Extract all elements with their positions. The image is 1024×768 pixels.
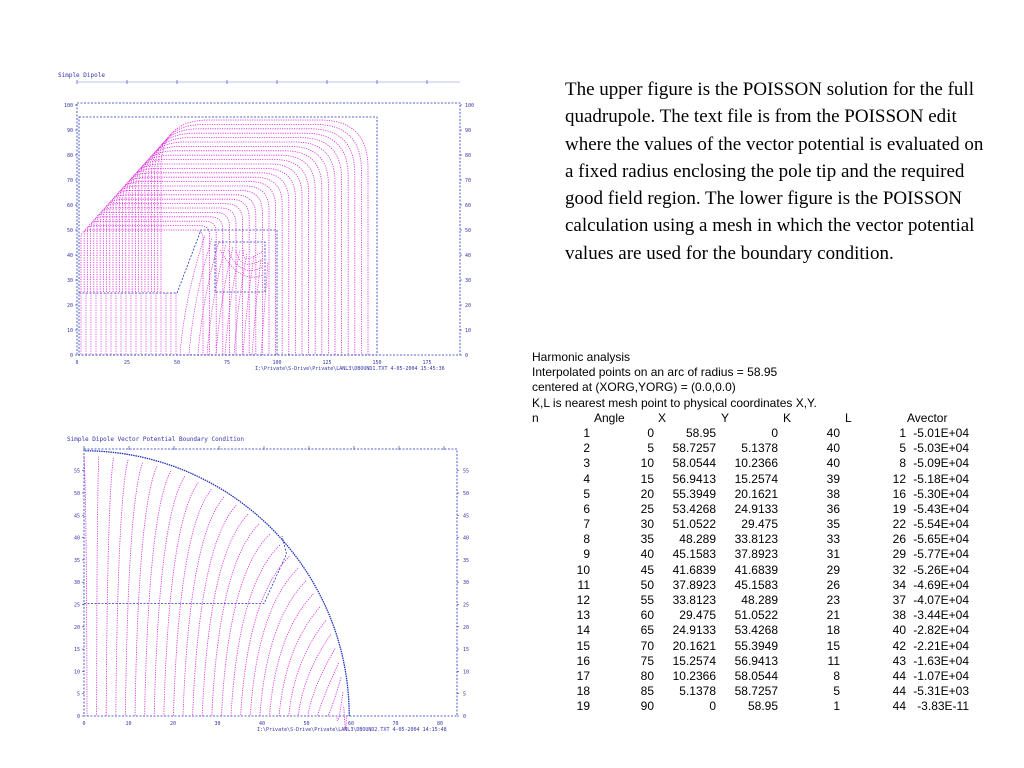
cell-l: 29	[892, 547, 906, 562]
y-tick-label-left: 60	[66, 203, 73, 209]
x-tick-label: 60	[347, 721, 355, 727]
cell-x: 29.475	[679, 608, 716, 623]
cell-y: 58.7257	[734, 684, 778, 699]
lower-plot-canvas	[65, 433, 475, 733]
table-row	[532, 684, 992, 699]
field-line	[173, 489, 211, 716]
field-line	[145, 142, 335, 355]
table-row	[532, 547, 992, 562]
cell-n: 13	[576, 608, 590, 623]
cell-l: 40	[892, 623, 906, 638]
cell-n: 3	[583, 456, 590, 471]
cell-l: 32	[892, 562, 906, 577]
cell-n: 8	[583, 532, 590, 547]
y-tick-label-right: 40	[463, 535, 470, 542]
table-row	[532, 456, 992, 471]
y-tick-label-left: 70	[66, 178, 73, 184]
cell-l: 22	[892, 517, 906, 532]
cell-x: 15.2574	[672, 653, 716, 668]
x-tick-label: 75	[223, 360, 231, 366]
y-tick-label-left: 50	[73, 491, 80, 497]
cell-y: 0	[771, 425, 778, 440]
cell-k: 23	[826, 593, 840, 607]
cell-x: 58.0544	[672, 456, 716, 471]
field-line	[279, 607, 320, 716]
cell-x: 45.1583	[672, 547, 716, 562]
x-tick-label: 0	[75, 360, 79, 366]
cell-avector: -5.26E+04	[913, 562, 969, 577]
coil-field-line	[228, 250, 263, 271]
cell-k: 8	[833, 668, 840, 683]
field-line	[148, 138, 341, 355]
y-tick-label-left: 80	[66, 153, 73, 159]
y-tick-label-left: 15	[73, 647, 80, 654]
y-tick-label-right: 80	[465, 153, 472, 159]
cell-avector: -5.54E+04	[913, 517, 969, 532]
cell-y: 53.4268	[734, 623, 778, 638]
cell-x: 51.0522	[672, 517, 716, 532]
cell-l: 19	[892, 501, 906, 516]
y-tick-label-right: 0	[465, 353, 469, 359]
y-tick-label-left: 35	[73, 557, 80, 564]
field-line	[145, 471, 171, 716]
y-tick-label-right: 50	[465, 228, 472, 234]
cell-y: 51.0522	[734, 608, 778, 623]
cell-x: 58.7257	[672, 441, 716, 456]
field-line	[250, 568, 298, 716]
table-row	[532, 578, 992, 593]
fringe-field-line	[216, 247, 233, 355]
cell-angle: 70	[640, 638, 654, 653]
cell-angle: 40	[640, 547, 654, 562]
cell-l: 43	[892, 653, 906, 668]
cell-k: 38	[826, 486, 840, 501]
yoke-outline	[79, 117, 377, 355]
cell-y: 55.3949	[734, 638, 778, 653]
x-tick-label: 70	[392, 721, 399, 727]
x-tick-label: 175	[422, 360, 432, 366]
y-tick-label-left: 20	[66, 303, 73, 309]
cell-avector: -1.07E+04	[913, 668, 969, 683]
y-tick-label-right: 35	[463, 557, 470, 564]
cell-l: 26	[892, 532, 906, 547]
cell-l: 12	[892, 471, 906, 486]
cell-angle: 65	[640, 623, 654, 638]
cell-k: 36	[826, 501, 840, 516]
cell-angle: 80	[640, 668, 654, 683]
harmonic-center-line: centered at (XORG,YORG) = (0.0,0.0)	[532, 380, 736, 395]
field-line	[298, 634, 331, 716]
cell-k: 40	[826, 456, 840, 471]
cell-k: 26	[826, 577, 840, 592]
header-k: K	[783, 410, 792, 425]
field-line	[308, 649, 335, 716]
y-tick-label-left: 40	[73, 535, 80, 542]
x-tick-label: 100	[272, 360, 282, 366]
cell-avector: -5.03E+04	[913, 441, 969, 456]
cell-angle: 35	[640, 532, 654, 547]
cell-y: 45.1583	[734, 577, 778, 592]
y-tick-label-left: 55	[73, 468, 80, 475]
table-row	[532, 441, 992, 456]
field-line	[100, 204, 242, 355]
cell-avector: -2.82E+04	[913, 623, 969, 638]
y-tick-label-left: 0	[69, 353, 73, 359]
cell-y: 58.0544	[734, 668, 778, 683]
description-paragraph: The upper figure is the POISSON solution for the full quadrupole. The text file is from the POISSON edit where the values of the vector potential is evaluated on a fixed radius enclosing the pole tip and the required good field region. The lower figure is the POISSON calculation using a mesh in which the vector potential values are used for the boundary condition.	[565, 79, 984, 264]
coil-field-line	[243, 250, 263, 259]
cell-y: 29.475	[741, 517, 778, 532]
cell-n: 12	[576, 593, 590, 607]
cell-y: 5.1378	[741, 441, 778, 456]
cell-x: 20.1621	[672, 638, 716, 653]
cell-l: 16	[892, 486, 906, 501]
cell-avector: -5.43E+04	[913, 501, 969, 516]
cell-x: 33.8123	[672, 593, 716, 607]
cell-avector: -3.44E+04	[913, 608, 969, 623]
table-row	[532, 669, 992, 684]
x-tick-label: 80	[436, 721, 444, 727]
cell-l: 37	[892, 593, 906, 607]
cell-y: 10.2366	[734, 456, 778, 471]
y-tick-label-right: 100	[465, 103, 475, 109]
x-tick-label: 30	[214, 721, 221, 727]
cell-avector: -5.31E+03	[913, 684, 969, 699]
cell-y: 58.95	[747, 699, 778, 714]
y-tick-label-left: 25	[73, 602, 80, 609]
fringe-field-line	[252, 259, 261, 355]
cell-avector: -2.21E+04	[913, 638, 969, 653]
table-row	[532, 623, 992, 638]
pole-outline	[84, 536, 287, 604]
cell-angle: 10	[640, 456, 654, 471]
cell-n: 9	[583, 547, 590, 562]
header-avector: Avector	[907, 410, 948, 425]
table-row	[532, 426, 992, 441]
upper-plot-footer: I:\Private\S-Drive\Private\LANL3\DBOUND1.TXT 4-05-2004 15:45:36	[255, 366, 445, 372]
y-tick-label-right: 20	[463, 624, 470, 631]
field-line	[94, 212, 230, 355]
field-line	[158, 124, 362, 355]
x-tick-label: 50	[173, 360, 181, 366]
field-line	[135, 467, 157, 717]
cell-n: 11	[577, 577, 590, 592]
field-line	[125, 463, 142, 716]
cell-n: 2	[583, 441, 590, 456]
y-tick-label-right: 55	[463, 468, 470, 475]
y-tick-label-right: 5	[463, 691, 467, 698]
cell-l: 5	[899, 441, 906, 456]
cell-avector: -5.65E+04	[913, 532, 969, 547]
y-tick-label-right: 10	[465, 328, 472, 334]
cell-angle: 55	[640, 593, 654, 607]
cell-angle: 50	[640, 577, 654, 592]
field-line	[183, 497, 224, 716]
table-row	[532, 487, 992, 502]
cell-angle: 15	[640, 471, 654, 486]
cell-y: 48.289	[741, 593, 778, 607]
y-tick-label-right: 20	[465, 303, 472, 309]
y-tick-label-right: 25	[463, 602, 470, 609]
field-line	[212, 524, 259, 716]
y-tick-label-left: 10	[73, 669, 80, 676]
x-tick-label: 0	[82, 721, 86, 727]
cell-x: 55.3949	[672, 486, 716, 501]
cell-avector: -4.07E+04	[913, 593, 969, 607]
table-row	[532, 517, 992, 532]
y-tick-label-right: 45	[463, 513, 470, 520]
cell-n: 14	[576, 623, 590, 638]
table-row	[532, 654, 992, 669]
cell-k: 18	[826, 623, 840, 638]
field-line	[270, 594, 314, 716]
cell-n: 16	[576, 653, 590, 668]
cell-n: 19	[576, 699, 590, 714]
y-tick-label-left: 45	[73, 513, 80, 520]
cell-y: 24.9133	[734, 501, 778, 516]
y-tick-label-left: 30	[66, 278, 73, 284]
cell-l: 42	[892, 638, 906, 653]
x-tick-label: 25	[123, 360, 131, 366]
y-tick-label-left: 30	[73, 580, 80, 587]
y-tick-label-right: 40	[465, 253, 472, 259]
cell-k: 35	[826, 517, 840, 532]
field-line	[123, 173, 289, 355]
fringe-field-line	[225, 250, 240, 355]
cell-n: 1	[583, 425, 590, 440]
cell-n: 6	[583, 501, 590, 516]
cell-x: 41.6839	[672, 562, 716, 577]
y-tick-label-left: 10	[66, 328, 73, 334]
cell-x: 48.289	[679, 532, 716, 547]
cell-n: 17	[576, 668, 590, 683]
y-tick-label-left: 20	[73, 624, 80, 631]
coil-field-line	[220, 250, 263, 277]
cell-angle: 0	[647, 425, 654, 440]
cell-angle: 60	[640, 608, 654, 623]
table-row	[532, 608, 992, 623]
cell-n: 18	[576, 684, 590, 699]
y-tick-label-right: 15	[463, 647, 470, 654]
cell-k: 40	[826, 441, 840, 456]
field-line	[113, 186, 269, 355]
cell-n: 10	[576, 562, 590, 577]
field-line	[97, 457, 99, 717]
field-line	[202, 514, 248, 716]
field-line	[142, 146, 329, 355]
header-y: Y	[721, 410, 730, 425]
field-line	[289, 621, 326, 717]
plot-frame	[77, 103, 460, 355]
x-tick-label: 125	[322, 360, 332, 366]
cell-l: 38	[892, 608, 906, 623]
cell-x: 5.1378	[679, 684, 716, 699]
cell-l: 1	[899, 425, 906, 440]
table-row	[532, 532, 992, 547]
cell-y: 15.2574	[734, 471, 778, 486]
field-line	[135, 155, 315, 355]
header-n: n	[532, 410, 539, 425]
harmonic-radius-line: Interpolated points on an arc of radius = 58.95	[532, 365, 778, 380]
cell-n: 15	[576, 638, 590, 653]
x-tick-label: 10	[125, 721, 132, 727]
header-angle: Angle	[594, 410, 625, 425]
header-x: X	[658, 410, 667, 425]
field-line	[164, 483, 199, 717]
cell-angle: 45	[640, 562, 654, 577]
cell-x: 53.4268	[672, 501, 716, 516]
pole-outline	[79, 230, 277, 355]
y-tick-label-right: 50	[463, 491, 470, 497]
fringe-field-line	[243, 256, 254, 355]
field-line	[193, 505, 237, 716]
harmonic-kl-line: K,L is nearest mesh point to physical coordinates X,Y.	[532, 395, 817, 410]
cell-k: 40	[826, 425, 840, 440]
y-tick-label-left: 90	[66, 128, 73, 134]
cell-avector: -5.09E+04	[913, 456, 969, 471]
cell-k: 5	[833, 684, 840, 699]
x-tick-label: 40	[258, 721, 266, 727]
cell-l: 44	[892, 684, 906, 699]
cell-k: 1	[833, 699, 840, 714]
cell-y: 20.1621	[734, 486, 778, 501]
cell-avector: -1.63E+04	[913, 653, 969, 668]
cell-avector: -5.01E+04	[913, 425, 969, 440]
table-row	[532, 593, 992, 608]
cell-k: 31	[826, 547, 840, 562]
cell-y: 37.8923	[734, 547, 778, 562]
y-tick-label-right: 70	[465, 178, 472, 184]
cell-n: 5	[583, 486, 590, 501]
lower-plot-title: Simple Dipole Vector Potential Boundary Condition	[67, 436, 245, 443]
upper-field-plot	[55, 70, 475, 380]
cell-avector: -5.77E+04	[913, 547, 969, 562]
y-tick-label-left: 0	[76, 714, 80, 720]
y-tick-label-right: 60	[465, 203, 472, 209]
lower-field-plot	[65, 433, 475, 743]
cell-y: 41.6839	[734, 562, 778, 577]
table-row	[532, 502, 992, 517]
description-text	[565, 76, 995, 267]
cell-k: 39	[826, 471, 840, 486]
cell-avector: -3.83E-11	[917, 699, 969, 714]
boundary-arc	[84, 451, 349, 716]
cell-avector: -5.30E+04	[913, 486, 969, 501]
harmonic-table-header	[532, 411, 992, 426]
y-tick-label-right: 90	[465, 128, 472, 134]
harmonic-table-body	[532, 426, 992, 715]
x-tick-label: 150	[372, 360, 382, 366]
cell-k: 33	[826, 532, 840, 547]
y-tick-label-left: 40	[66, 253, 73, 259]
field-line	[260, 581, 306, 716]
y-tick-label-right: 30	[463, 580, 470, 587]
cell-angle: 85	[640, 684, 654, 699]
header-l: L	[845, 410, 852, 425]
cell-k: 21	[826, 608, 840, 623]
cell-y: 33.8123	[734, 532, 778, 547]
upper-plot-title: Simple Dipole	[58, 72, 105, 79]
cell-n: 4	[583, 471, 590, 486]
cell-x: 37.8923	[672, 577, 716, 592]
cell-angle: 30	[640, 517, 654, 532]
lower-plot-footer: I:\Private\S-Drive\Private\LANL3\DBOUND2.TXT 4-05-2004 14:15:48	[257, 727, 447, 733]
table-row	[532, 639, 992, 654]
table-row	[532, 563, 992, 578]
cell-avector: -5.18E+04	[913, 471, 969, 486]
field-line	[318, 663, 339, 716]
cell-k: 11	[827, 653, 840, 668]
table-row	[532, 472, 992, 487]
cell-x: 56.9413	[672, 471, 716, 486]
upper-plot-canvas	[55, 70, 475, 370]
cell-angle: 20	[640, 486, 654, 501]
x-tick-label: 50	[303, 721, 310, 727]
cell-angle: 5	[647, 441, 654, 456]
field-line	[110, 190, 263, 355]
y-tick-label-right: 10	[463, 669, 470, 676]
x-tick-label: 20	[169, 721, 177, 727]
table-row	[532, 699, 992, 714]
cell-x: 0	[709, 699, 716, 714]
cell-l: 44	[892, 699, 906, 714]
cell-k: 15	[826, 638, 840, 653]
field-line	[151, 133, 348, 355]
y-tick-label-left: 100	[63, 103, 73, 109]
y-tick-label-left: 50	[66, 228, 73, 234]
cell-angle: 25	[640, 501, 654, 516]
cell-angle: 75	[640, 653, 654, 668]
y-tick-label-right: 30	[465, 278, 472, 284]
cell-avector: -4.69E+04	[913, 577, 969, 592]
cell-y: 56.9413	[734, 653, 778, 668]
cell-k: 29	[826, 562, 840, 577]
cell-n: 7	[583, 517, 590, 532]
field-line	[106, 458, 113, 716]
y-tick-label-left: 5	[76, 691, 80, 698]
cell-x: 24.9133	[672, 623, 716, 638]
cell-l: 34	[892, 577, 906, 592]
field-line	[84, 456, 87, 716]
cell-l: 44	[892, 668, 906, 683]
harmonic-title: Harmonic analysis	[532, 350, 631, 364]
cell-angle: 90	[640, 699, 654, 714]
cell-l: 8	[899, 456, 906, 471]
harmonic-analysis-block	[532, 350, 992, 715]
cell-x: 58.95	[685, 425, 716, 440]
y-tick-label-right: 0	[463, 714, 467, 720]
cell-x: 10.2366	[672, 668, 716, 683]
